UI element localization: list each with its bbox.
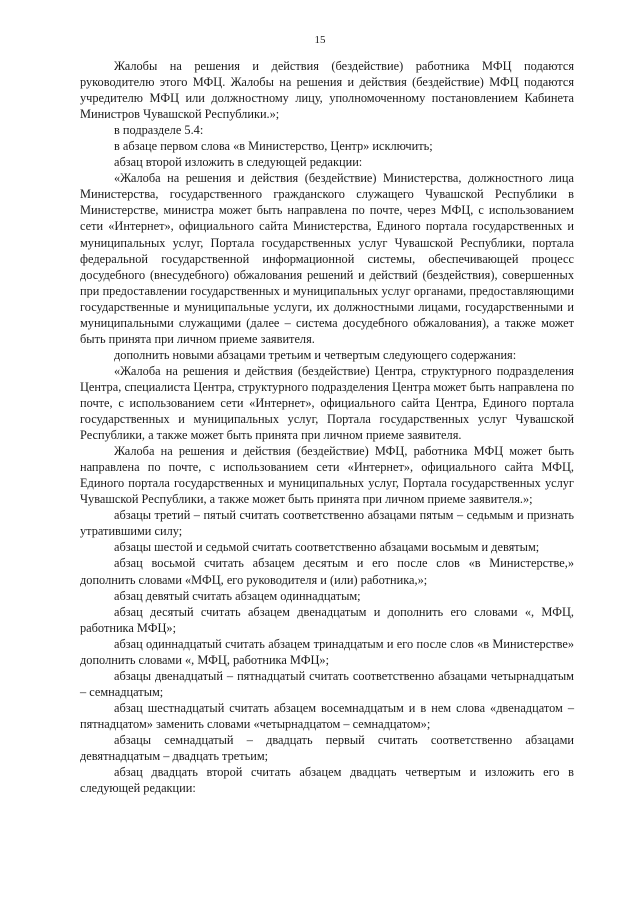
paragraph: «Жалоба на решения и действия (бездействие) Министерства, должностного лица Министерства, государственного гражданского служащего Чувашской Республики в Министерстве, министра может быть направлена по почте, через МФЦ, с использованием сети «Интернет», официального сайта Министерства, Единого портала государственных и муниципальных услуг, Портала государственных услуг Чувашской Республики, портала федеральной государственной информационной системы, обеспечивающей процесс досудебного (внесудебного) обжалования решений и действий (бездействия), совершенных при предоставлении государственных и муниципальных услуг органами, предоставляющими государственные и муниципальные услуги, их должностными лицами, государственными и муниципальными служащими (далее – система досудебного обжалования), а также может быть принята при личном приеме заявителя. <box>80 171 574 346</box>
document-body <box>80 58 574 796</box>
paragraph: Жалобы на решения и действия (бездействие) работника МФЦ подаются руководителю этого МФЦ. Жалобы на решения и действия (бездействие) МФЦ подаются учредителю МФЦ или должностному лицу, уполномоченному постановлением Кабинета Министров Чувашской Республики.»; <box>80 59 574 122</box>
paragraph: абзацы шестой и седьмой считать соответственно абзацами восьмым и девятым; <box>114 540 540 555</box>
paragraph: абзацы двенадцатый – пятнадцатый считать соответственно абзацами четырнадцатым – семнадцатым; <box>80 668 574 699</box>
paragraph: абзац второй изложить в следующей редакции: <box>114 155 363 170</box>
paragraph: абзацы семнадцатый – двадцать первый считать соответственно абзацами девятнадцатым – двадцать третьим; <box>80 732 574 764</box>
paragraph: абзац одиннадцатый считать абзацем тринадцатым и его после слов «в Министерстве» дополнить словами «, МФЦ, работника МФЦ»; <box>80 636 574 667</box>
paragraph: абзац десятый считать абзацем двенадцатым и дополнить его словами «, МФЦ, работника МФЦ»; <box>80 604 574 635</box>
paragraph: абзац девятый считать абзацем одиннадцатым; <box>114 588 361 603</box>
paragraph: абзац шестнадцатый считать абзацем восемнадцатым и в нем слова «двенадцатом – пятнадцатом» заменить словами «четырнадцатом – семнадцатом»; <box>80 700 574 731</box>
paragraph: в подразделе 5.4: <box>114 123 204 138</box>
paragraph: абзацы третий – пятый считать соответственно абзацами пятым – седьмым и признать утратившими силу; <box>80 508 574 539</box>
paragraph: дополнить новыми абзацами третьим и четвертым следующего содержания: <box>114 347 517 362</box>
paragraph: в абзаце первом слова «в Министерство, Центр» исключить; <box>114 139 433 154</box>
paragraph: абзац восьмой считать абзацем десятым и его после слов «в Министерстве,» дополнить словами «МФЦ, его руководителя и (или) работника,»; <box>80 556 574 587</box>
paragraph: абзац двадцать второй считать абзацем двадцать четвертым и изложить его в следующей редакции: <box>80 765 574 796</box>
paragraph: «Жалоба на решения и действия (бездействие) Центра, структурного подразделения Центра, специалиста Центра, структурного подразделения Центра может быть направлена по почте, с использованием сети «Интернет», официального сайта Центра, Единого портала государственных и муниципальных услуг, Портала государственных услуг Чувашской Республики, а также может быть принята при личном приеме заявителя. <box>80 363 574 443</box>
paragraph: Жалоба на решения и действия (бездействие) МФЦ, работника МФЦ может быть направлена по почте, с использованием сети «Интернет», официального сайта МФЦ, Единого портала государственных и муниципальных услуг, Портала государственных услуг Чувашской Республики, а также может быть принята при личном приеме заявителя.»; <box>80 444 574 507</box>
page-number: 15 <box>314 34 326 46</box>
